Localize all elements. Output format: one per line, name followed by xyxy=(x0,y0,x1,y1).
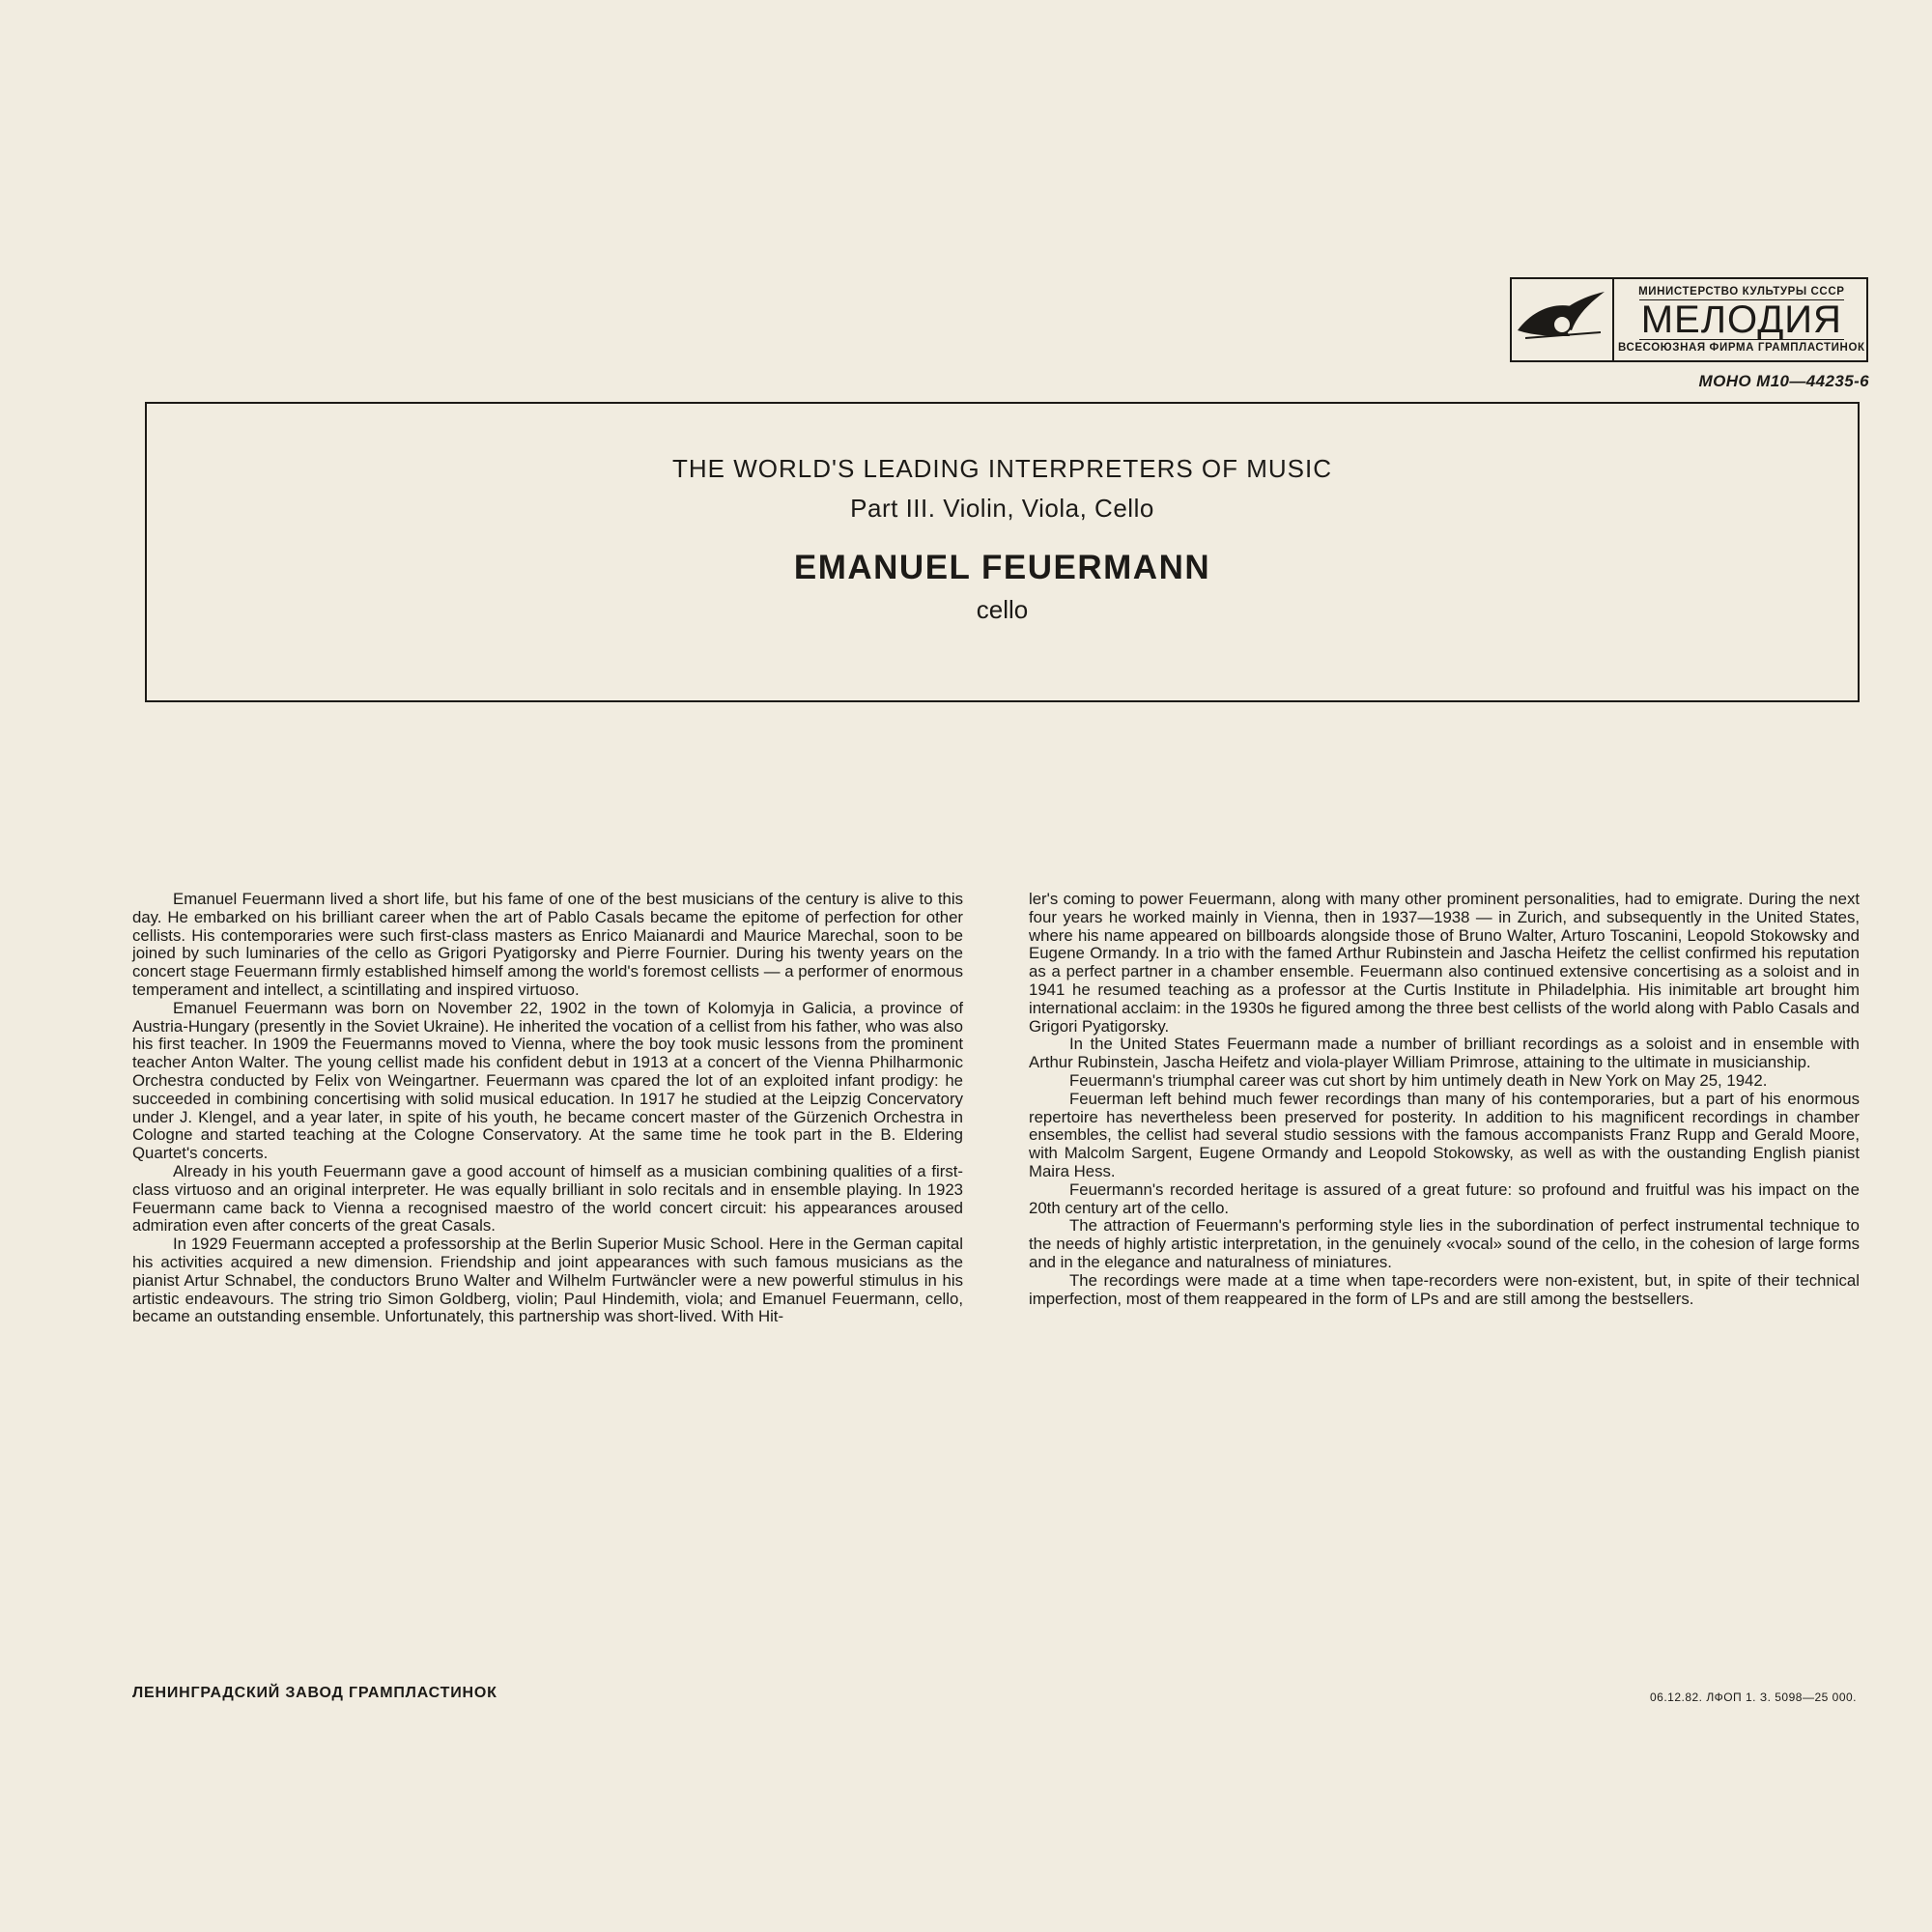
liner-notes-right-column xyxy=(1029,891,1860,1308)
pressing-plant: ЛЕНИНГРАДСКИЙ ЗАВОД ГРАМПЛАСТИНОК xyxy=(132,1685,497,1701)
melodiya-logo xyxy=(1510,277,1868,362)
paragraph: In 1929 Feuermann accepted a professorship at the Berlin Superior Music School. Here in the German capital his activities acquired a new dimension. Friendship and joint appearances with such famous musicians as the pianist Artur Schnabel, the conductors Bruno Walter and Wilhelm Furtwäncler were a new powerful stimulus in his artistic endeavours. The string trio Simon Goldberg, violin; Paul Hindemith, viola; and Emanuel Feuermann, cello, became an outstanding ensemble. Unfortunately, this partnership was short-lived. With Hit- xyxy=(132,1235,963,1326)
catalog-number: МОНО М10—44235-6 xyxy=(1698,372,1869,390)
paragraph: ler's coming to power Feuermann, along with many other prominent personalities, had to emigrate. During the next four years he worked mainly in Vienna, then in 1937—1938 — in Zurich, and subsequently in the United States, where his name appeared on billboards alongside those of Bruno Walter, Arturo Toscanini, Leopold Stokowsky and Eugene Ormandy. In a trio with the famed Arthur Rubinstein and Jascha Heifetz the cellist confirmed his reputation as a perfect partner in a chamber ensemble. Feuermann also continued extensive concertising as a soloist and in 1941 he resumed teaching as a professor at the Curtis Institute in Philadelphia. His inimitable art brought him international acclaim: in the 1930s he figured among the three best cellists of the world along with Pablo Casals and Grigori Pyatigorsky. xyxy=(1029,890,1860,1036)
liner-notes-left-column xyxy=(132,891,963,1326)
ministry-text: МИНИСТЕРСТВО КУЛЬТУРЫ СССР xyxy=(1638,286,1845,298)
artist-name: EMANUEL FEUERMANN xyxy=(793,549,1211,586)
melodiya-emblem-icon xyxy=(1512,279,1612,360)
paragraph: Feuerman left behind much fewer recordings than many of his contemporaries, but a part of his enormous repertoire has nevertheless been preserved for posterity. In addition to his magnificent recordings in chamber ensembles, the cellist had several studio sessions with the famous accompanists Franz Rupp and Gerald Moore, with Malcolm Sargent, Eugene Ormandy and Leopold Stokowsky, as well as with the oustanding English pianist Maira Hess. xyxy=(1029,1089,1860,1180)
paragraph: The attraction of Feuermann's performing style lies in the subordination of perfect instrumental technique to the needs of highly artistic interpretation, in the genuinely «vocal» sound of the cello, in the cohesion of large forms and in the elegance and naturalness of miniatures. xyxy=(1029,1216,1860,1271)
label-name: МЕЛОДИЯ xyxy=(1640,298,1842,341)
paragraph: Already in his youth Feuermann gave a good account of himself as a musician combining qualities of a first-class virtuoso and an original interpreter. He was equally brilliant in solo recitals and in ensemble playing. In 1923 Feuermann came back to Vienna a recognised maestro of the world concert circuit: his appearances aroused admiration even after concerts of the great Casals. xyxy=(132,1161,963,1236)
series-title: THE WORLD'S LEADING INTERPRETERS OF MUSIC xyxy=(671,454,1333,483)
paragraph: Emanuel Feuermann lived a short life, but his fame of one of the best musicians of the century is alive to this day. He embarked on his brilliant career when the art of Pablo Casals became the epitome of perfection for other cellists. His contemporaries were such first-class masters as Enrico Maianardi and Maurice Marechal, soon to be joined by such luminaries of the cello as Grigori Pyatigorsky and Pierre Fournier. During his twenty years on the concert stage Feuermann firmly established himself among the world's foremost cellists — a performer of enormous temperament and intellect, a scintillating and inspired virtuoso. xyxy=(132,890,963,999)
paragraph: Feuermann's triumphal career was cut short by him untimely death in New York on May 25, 1942. xyxy=(1069,1070,1768,1090)
paragraph: The recordings were made at a time when tape-recorders were non-existent, but, in spite of their technical imperfection, most of them reappeared in the form of LPs and are still among the bestsellers. xyxy=(1029,1270,1860,1308)
print-info: 06.12.82. ЛФОП 1. З. 5098—25 000. xyxy=(1649,1690,1857,1704)
instrument-label: cello xyxy=(976,595,1029,624)
paragraph: Emanuel Feuermann was born on November 22, 1902 in the town of Kolomyja in Galicia, a province of Austria-Hungary (presently in the Soviet Ukraine). He inherited the vocation of a cellist from his father, who was also his first teacher. In 1909 the Feuermanns moved to Vienna, where the boy took music lessons from the prominent teacher Anton Walter. The young cellist made his confident debut in 1913 at a concert of the Vienna Philharmonic Orchestra conducted by Felix von Weingartner. Feuermann was cpared the lot of an exploited infant prodigy: he succeeded in combining concertising with solid musical education. In 1917 he studied at the Leipzig Concervatory under J. Klengel, and a year later, in spite of his youth, he became concert master of the Gürzenich Orchestra in Cologne and started teaching at the Cologne Conservatory. At the same time he took part in the B. Eldering Quartet's concerts. xyxy=(132,998,963,1163)
logo-text xyxy=(1612,279,1869,360)
part-title: Part III. Violin, Viola, Cello xyxy=(850,494,1154,523)
paragraph: Feuermann's recorded heritage is assured of a great future: so profound and fruitful was his impact on the 20th century art of the cello. xyxy=(1029,1179,1860,1217)
paragraph: In the United States Feuermann made a number of brilliant recordings as a soloist and in ensemble with Arthur Rubinstein, Jascha Heifetz and viola-player William Primrose, attaining to the ultimate in musicianship. xyxy=(1029,1035,1860,1072)
title-box xyxy=(145,402,1860,702)
firm-text: ВСЕСОЮЗНАЯ ФИРМА ГРАМПЛАСТИНОК xyxy=(1618,342,1865,354)
